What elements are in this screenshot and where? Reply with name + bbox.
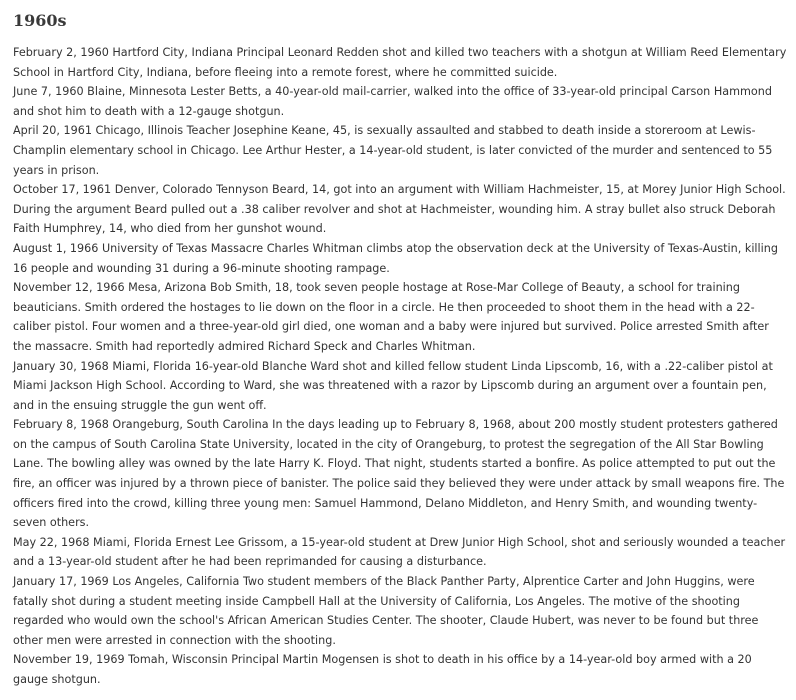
entry-list bbox=[13, 43, 789, 690]
entry-1968-05-22: May 22, 1968 Miami, Florida Ernest Lee Grissom, a 15-year-old student at Drew Junior High School, shot and seriously wounded a teacher and a 13-year-old student after he had been reprimanded for causing a disturbance. bbox=[13, 535, 786, 569]
entry-1966-08-01: August 1, 1966 University of Texas Massacre Charles Whitman climbs atop the observation deck at the University of Texas-Austin, killing 16 people and wounding 31 during a 96-minute shooting rampage. bbox=[13, 241, 778, 275]
entry-1969-01-17: January 17, 1969 Los Angeles, California Two student members of the Black Panther Party, Alprentice Carter and John Huggins, were fatally shot during a student meeting inside Campbell Hall at the University of California, Los Angeles. The motive of the shooting regarded who would own the school's African American Studies Center. The shooter, Claude Hubert, was never to be found but three other men were arrested in connection with the shooting. bbox=[13, 575, 759, 647]
entry-1961-04-20: April 20, 1961 Chicago, Illinois Teacher Josephine Keane, 45, is sexually assaulted and stabbed to death inside a storeroom at Lewis-Champlin elementary school in Chicago. Lee Arthur Hester, a 14-year-old student, is later convicted of the murder and sentenced to 55 years in prison. bbox=[13, 124, 773, 177]
article-content bbox=[13, 9, 789, 690]
entry-1960-02-02: February 2, 1960 Hartford City, Indiana Principal Leonard Redden shot and killed two teachers with a shotgun at William Reed Elementary School in Hartford City, Indiana, before fleeing into a remote forest, where he committed suicide. bbox=[13, 46, 787, 79]
entry-1969-11-19: November 19, 1969 Tomah, Wisconsin Principal Martin Mogensen is shot to death in his office by a 14-year-old boy armed with a 20 gauge shotgun. bbox=[13, 653, 752, 686]
entry-1968-02-08: February 8, 1968 Orangeburg, South Carolina In the days leading up to February 8, 1968, about 200 mostly student protesters gathered on the campus of South Carolina State University, located in the city of Orangeburg, to protest the segregation of the All Star Bowling Lane. The bowling alley was owned by the late Harry K. Floyd. That night, students started a bonfire. As police attempted to put out the fire, an officer was injured by a thrown piece of banister. The police said they believed they were under attack by small weapons fire. The officers fired into the crowd, killing three young men: Samuel Hammond, Delano Middleton, and Henry Smith, and wounding twenty-seven others. bbox=[13, 418, 785, 530]
entry-1968-01-30: January 30, 1968 Miami, Florida 16-year-old Blanche Ward shot and killed fellow student Linda Lipscomb, 16, with a .22-caliber pistol at Miami Jackson High School. According to Ward, she was threatened with a razor by Lipscomb during an argument over a fountain pen, and in the ensuing struggle the gun went off. bbox=[13, 359, 773, 412]
entry-1961-10-17: October 17, 1961 Denver, Colorado Tennyson Beard, 14, got into an argument with William Hachmeister, 15, at Morey Junior High School. During the argument Beard pulled out a .38 caliber revolver and shot at Hachmeister, wounding him. A stray bullet also struck Deborah Faith Humphrey, 14, who died from her gunshot wound. bbox=[13, 183, 786, 236]
entry-1966-11-12: November 12, 1966 Mesa, Arizona Bob Smith, 18, took seven people hostage at Rose-Mar College of Beauty, a school for training beauticians. Smith ordered the hostages to lie down on the floor in a circle. He then proceeded to shoot them in the head with a 22-caliber pistol. Four women and a three-year-old girl died, one woman and a baby were injured but survived. Police arrested Smith after the massacre. Smith had reportedly admired Richard Speck and Charles Whitman. bbox=[13, 281, 769, 353]
entry-1960-06-07: June 7, 1960 Blaine, Minnesota Lester Betts, a 40-year-old mail-carrier, walked into the office of 33-year-old principal Carson Hammond and shot him to death with a 12-gauge shotgun. bbox=[13, 85, 772, 118]
section-heading: 1960s bbox=[13, 11, 67, 30]
